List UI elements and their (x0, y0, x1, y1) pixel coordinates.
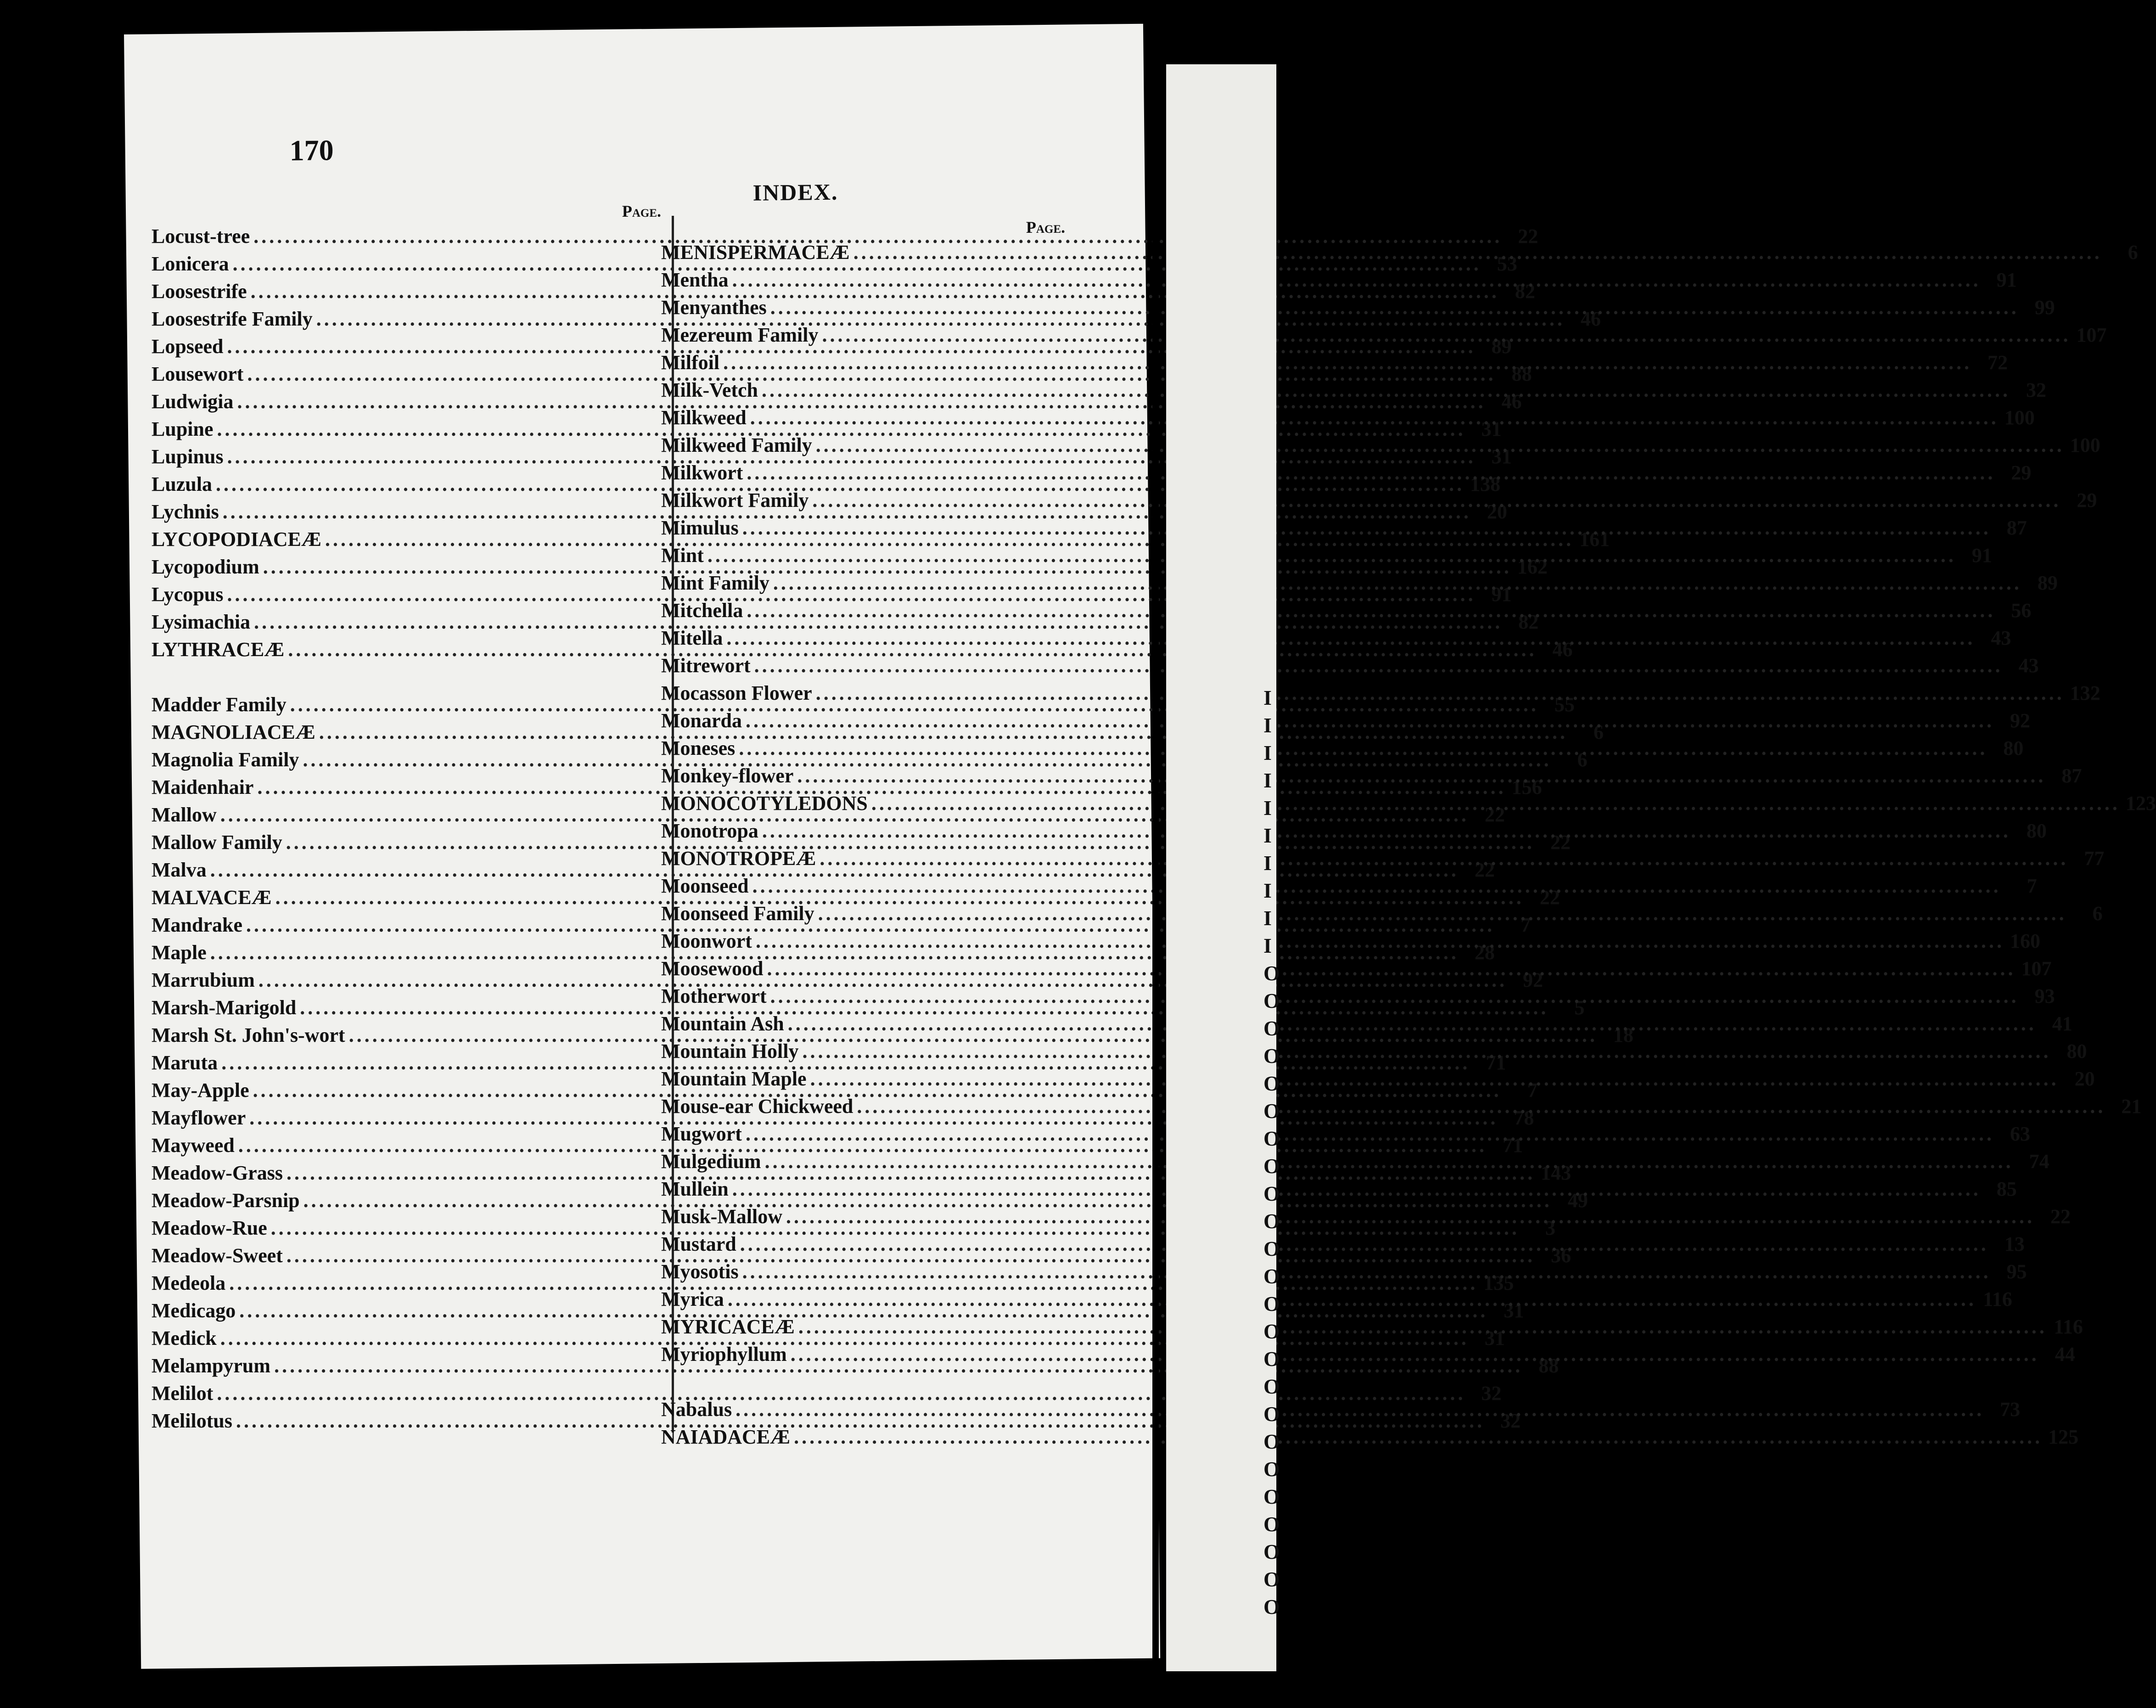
entry-page-number: 162 (1517, 556, 1548, 578)
entry-page-number: 6 (2128, 241, 2138, 264)
entry-term: Lonicera (152, 253, 229, 275)
entry-term: Motherwort (661, 985, 767, 1007)
page-title: INDEX. (752, 179, 838, 206)
entry-term: Mulgedium (661, 1150, 761, 1173)
dot-leader (812, 487, 2061, 514)
dot-leader (762, 376, 2010, 404)
entry-page-number: 13 (2004, 1233, 2025, 1255)
dot-leader (770, 294, 2019, 321)
entry-term: May-Apple (152, 1079, 249, 1101)
entry-term: Milkweed (661, 406, 747, 429)
entry-term: MONOCOTYLEDONS (661, 792, 868, 815)
index-entry (661, 707, 2030, 735)
entry-page-number: 31 (1481, 418, 1502, 440)
entry-page-number: 22 (1484, 803, 1505, 826)
entry-page-number: 5 (1574, 996, 1585, 1019)
entry-page-number: 43 (1991, 627, 2011, 649)
dot-leader (818, 900, 2067, 927)
dot-leader (762, 817, 2011, 845)
entry-term: Moonwort (661, 930, 752, 952)
entry-page-number: 80 (2026, 820, 2047, 842)
entry-term: Luzula (152, 473, 213, 495)
page-gutter (1152, 64, 1159, 1671)
entry-term: Mayflower (152, 1107, 246, 1129)
dot-leader (756, 927, 2004, 955)
entry-page-number: 77 (2084, 847, 2105, 870)
dot-leader (732, 1175, 1981, 1203)
index-entry (661, 1423, 2079, 1451)
next-page-letters (1263, 684, 1282, 1621)
entry-page-number: 21 (2121, 1095, 2142, 1118)
entry-page-number: 20 (1487, 500, 1507, 523)
entry-page-number: 71 (1486, 1051, 1506, 1074)
entry-term: Mentha (661, 269, 729, 291)
entry-term: Mountain Maple (661, 1068, 807, 1090)
entry-page-number: 18 (1613, 1024, 1634, 1046)
entry-page-number: 7 (1527, 1079, 1538, 1101)
edge-letter: I (1263, 769, 1272, 792)
entry-term: Mustard (661, 1233, 736, 1255)
edge-letter: I (1263, 934, 1272, 957)
index-entry (661, 1203, 2071, 1230)
index-entry (661, 1065, 2095, 1093)
dot-leader (797, 762, 2046, 790)
entry-page-number: 3 (1545, 1217, 1555, 1239)
entry-term: Lycopus (152, 583, 224, 606)
entry-page-number: 95 (2006, 1260, 2027, 1283)
entry-page-number: 29 (2011, 461, 2032, 484)
dot-leader (767, 955, 2016, 983)
dot-leader (810, 1065, 2059, 1093)
entry-page-number: 161 (1579, 528, 1610, 551)
entry-term: Milkwort Family (661, 489, 809, 511)
entry-page-number: 46 (1501, 390, 1522, 413)
entry-page-number: 32 (2026, 379, 2047, 401)
edge-letter: I (1263, 851, 1272, 875)
entry-page-number: 32 (1500, 1410, 1521, 1432)
dot-leader (742, 1258, 1991, 1286)
dot-leader (728, 1286, 1976, 1313)
entry-term: Monotropa (661, 820, 758, 842)
entry-term: Mayweed (152, 1134, 235, 1157)
edge-letter: O (1263, 1540, 1280, 1563)
entry-page-number: 63 (2010, 1123, 2030, 1145)
entry-term: Loosestrife Family (152, 308, 313, 330)
entry-page-number: 91 (1971, 544, 1992, 567)
entry-page-number: 7 (2027, 875, 2037, 897)
entry-term: Myrica (661, 1288, 724, 1310)
entry-term: MAGNOLIACEÆ (152, 721, 315, 743)
entry-page-number: 116 (1983, 1288, 2012, 1310)
entry-page-number: 156 (1511, 776, 1542, 798)
entry-page-number: 6 (1577, 748, 1588, 771)
entry-term: Mugwort (661, 1123, 742, 1145)
dot-leader (816, 680, 2065, 707)
entry-term: Moonseed Family (661, 902, 814, 925)
entry-term: Melampyrum (152, 1354, 271, 1377)
entry-page-number: 22 (1539, 886, 1560, 909)
entry-page-number: 22 (1550, 831, 1571, 854)
entry-term: Mitrewort (661, 654, 751, 677)
entry-term: Locust-tree (152, 225, 250, 247)
entry-page-number: 31 (1491, 445, 1512, 468)
entry-page-number: 93 (2034, 985, 2055, 1007)
entry-page-number: 91 (1996, 269, 2017, 291)
edge-letter: O (1263, 1402, 1280, 1426)
dot-leader (747, 597, 1995, 624)
entry-page-number: 89 (2037, 572, 2058, 594)
entry-term: Marsh St. John's-wort (152, 1024, 345, 1046)
entry-page-number: 49 (1567, 1189, 1588, 1212)
entry-term: Mocasson Flower (661, 682, 812, 704)
entry-term: Meadow-Rue (152, 1217, 267, 1239)
edge-letter: I (1263, 879, 1272, 902)
entry-term: MENISPERMACEÆ (661, 241, 850, 264)
dot-leader (746, 1120, 1994, 1148)
entry-page-number: 107 (2021, 957, 2052, 980)
entry-page-number: 87 (2006, 517, 2027, 539)
entry-page-number: 29 (2077, 489, 2097, 511)
edge-letter: O (1263, 1237, 1280, 1260)
entry-page-number: 138 (1470, 473, 1501, 495)
entry-term: MYRICACEÆ (661, 1315, 795, 1338)
dot-leader (732, 266, 1981, 294)
entry-page-number: 46 (1580, 308, 1601, 330)
dot-leader (740, 1230, 1989, 1258)
dot-leader (816, 432, 2065, 459)
entry-term: Madder Family (152, 693, 286, 716)
dot-leader (754, 652, 2003, 680)
entry-page-number: 143 (1540, 1162, 1571, 1184)
entry-page-number: 107 (2076, 324, 2107, 346)
dot-leader (747, 459, 1995, 487)
entry-term: Lousewort (152, 363, 244, 385)
edge-letter: O (1263, 1072, 1280, 1095)
index-entry (661, 983, 2055, 1010)
entry-term: Melilotus (152, 1410, 232, 1432)
entry-term: Monarda (661, 709, 742, 732)
entry-term: Mallow Family (152, 831, 282, 854)
entry-term: LYCOPODIACEÆ (152, 528, 321, 551)
entry-term: LYTHRACEÆ (152, 638, 285, 661)
entry-page-number: 82 (1518, 611, 1539, 633)
edge-letter: O (1263, 1512, 1280, 1536)
dot-leader (752, 872, 2001, 900)
entry-term: Mezereum Family (661, 324, 819, 346)
page-column-header: Page. (622, 202, 661, 220)
entry-term: Loosestrife (152, 280, 247, 303)
page-column-header: Page. (1026, 218, 1065, 236)
dot-leader (803, 1038, 2051, 1065)
entry-term: Mint Family (661, 572, 769, 594)
entry-term: Moosewood (661, 957, 764, 980)
entry-term: Mimulus (661, 517, 739, 539)
entry-page-number: 85 (1996, 1178, 2017, 1200)
entry-term: Meadow-Sweet (152, 1244, 283, 1267)
edge-letter: O (1263, 1375, 1280, 1398)
entry-term: Lysimachia (152, 611, 251, 633)
entry-page-number: 135 (1483, 1272, 1514, 1294)
edge-letter: I (1263, 714, 1272, 737)
entry-page-number: 46 (1552, 638, 1573, 661)
entry-page-number: 88 (1511, 363, 1532, 385)
entry-term: Maple (152, 941, 207, 964)
entry-term: Musk-Mallow (661, 1205, 782, 1228)
edge-letter: O (1263, 1595, 1280, 1618)
entry-page-number: 44 (2055, 1343, 2075, 1365)
dot-leader (853, 239, 2102, 266)
edge-letter: O (1263, 961, 1280, 985)
edge-letter: I (1263, 686, 1272, 709)
entry-page-number: 22 (1474, 859, 1495, 881)
entry-page-number: 160 (2010, 930, 2040, 952)
edge-letter: O (1263, 1182, 1280, 1205)
dot-leader (750, 404, 1999, 432)
dot-leader (786, 1203, 2035, 1230)
entry-term: Mountain Holly (661, 1040, 799, 1062)
next-page-edge (1166, 64, 1276, 1671)
entry-page-number: 100 (2004, 406, 2035, 429)
entry-page-number: 22 (1518, 225, 1538, 247)
dot-leader (707, 542, 1956, 569)
entry-term: Milk-Vetch (661, 379, 758, 401)
dot-leader (746, 707, 1994, 735)
edge-letter: O (1263, 1209, 1280, 1233)
dot-leader (765, 1148, 2014, 1175)
entry-term: Melilot (152, 1382, 213, 1405)
entry-term: Medeola (152, 1272, 226, 1294)
entry-term: Medicago (152, 1299, 236, 1322)
dot-leader (794, 1423, 2043, 1451)
dot-leader (742, 514, 1991, 542)
dot-leader (822, 321, 2071, 349)
entry-page-number: 6 (2092, 902, 2103, 925)
entry-term: Magnolia Family (152, 748, 299, 771)
entry-term: Meadow-Grass (152, 1162, 283, 1184)
entry-page-number: 28 (1474, 941, 1495, 964)
entry-page-number: 82 (1515, 280, 1535, 303)
edge-letter: O (1263, 1347, 1280, 1371)
dot-leader (857, 1093, 2105, 1120)
entry-page-number: 7 (1521, 914, 1531, 936)
entry-page-number: 72 (1988, 351, 2008, 374)
dot-leader (798, 1313, 2047, 1341)
entry-page-number: 92 (2010, 709, 2030, 732)
entry-page-number: 87 (2061, 764, 2082, 787)
page-number: 170 (289, 134, 334, 167)
dot-leader (788, 1010, 2037, 1038)
entry-term: Marrubium (152, 969, 255, 991)
entry-page-number: 55 (1554, 693, 1575, 716)
entry-term: Ludwigia (152, 390, 234, 413)
entry-term: Mullein (661, 1178, 729, 1200)
entry-page-number: 53 (1497, 253, 1517, 275)
dot-leader (736, 1396, 1984, 1423)
entry-page-number: 74 (2029, 1150, 2049, 1173)
edge-letter: O (1263, 1568, 1280, 1591)
entry-term: Myriophyllum (661, 1343, 787, 1365)
entry-page-number: 43 (2018, 654, 2039, 677)
edge-letter: O (1263, 1320, 1280, 1343)
edge-letter: O (1263, 1044, 1280, 1068)
edge-letter: O (1263, 1264, 1280, 1288)
entry-term: Mitchella (661, 599, 743, 622)
edge-letter: O (1263, 989, 1280, 1012)
entry-term: Milkweed Family (661, 434, 812, 456)
entry-term: Milfoil (661, 351, 720, 374)
edge-letter: I (1263, 741, 1272, 764)
dot-leader (723, 349, 1972, 376)
entry-page-number: 36 (1550, 1244, 1571, 1267)
entry-page-number: 31 (1504, 1299, 1524, 1322)
edge-letter: O (1263, 1292, 1280, 1315)
entry-page-number: 99 (2034, 296, 2055, 319)
entry-term: Mandrake (152, 914, 242, 936)
entry-term: Lycopodium (152, 556, 259, 578)
entry-page-number: 32 (1481, 1382, 1502, 1405)
entry-page-number: 125 (2048, 1426, 2079, 1448)
entry-term: Maidenhair (152, 776, 254, 798)
entry-page-number: 22 (2050, 1205, 2071, 1228)
entry-term: Marsh-Marigold (152, 996, 297, 1019)
edge-letter: O (1263, 1017, 1280, 1040)
entry-term: Mint (661, 544, 704, 567)
entry-page-number: 80 (2003, 737, 2024, 759)
entry-term: Mitella (661, 627, 723, 649)
dot-leader (770, 983, 2019, 1010)
entry-term: MONOTROPEÆ (661, 847, 816, 870)
entry-term: Menyanthes (661, 296, 767, 319)
entry-page-number: 89 (1491, 335, 1512, 358)
entry-term: Nabalus (661, 1398, 732, 1421)
index-entry (661, 652, 2039, 680)
edge-letter: O (1263, 1485, 1280, 1508)
entry-term: Mountain Ash (661, 1012, 784, 1035)
entry-term: Maruta (152, 1051, 218, 1074)
entry-term: Meadow-Parsnip (152, 1189, 300, 1212)
entry-term: Lopseed (152, 335, 224, 358)
edge-letter: O (1263, 1430, 1280, 1453)
entry-term: Milkwort (661, 461, 743, 484)
entry-page-number: 20 (2074, 1068, 2095, 1090)
entry-term: Mallow (152, 803, 217, 826)
entry-term: Malva (152, 859, 207, 881)
entry-page-number: 91 (1491, 583, 1512, 606)
entry-page-number: 31 (1484, 1327, 1505, 1349)
dot-leader (739, 735, 1988, 762)
edge-letter: I (1263, 824, 1272, 847)
entry-term: Moneses (661, 737, 736, 759)
edge-letter: I (1263, 906, 1272, 930)
index-entry (661, 735, 2024, 762)
entry-page-number: 73 (2000, 1398, 2021, 1421)
dot-leader (820, 845, 2068, 872)
entry-term: MALVACEÆ (152, 886, 272, 909)
edge-letter: O (1263, 1457, 1280, 1481)
entry-term: Lupine (152, 418, 213, 440)
entry-term: Moonseed (661, 875, 749, 897)
edge-letter: O (1263, 1154, 1280, 1178)
entry-page-number: 92 (1522, 969, 1543, 991)
dot-leader (726, 624, 1975, 652)
edge-letter: I (1263, 796, 1272, 820)
entry-page-number: 78 (1514, 1107, 1534, 1129)
entry-page-number: 88 (1538, 1354, 1559, 1377)
dot-leader (791, 1341, 2039, 1368)
index-entry (152, 1380, 1502, 1407)
entry-term: Medick (152, 1327, 217, 1349)
entry-term: Lupinus (152, 445, 224, 468)
entry-term: Mouse-ear Chickweed (661, 1095, 853, 1118)
entry-page-number: 123 (2125, 792, 2156, 815)
entry-page-number: 80 (2066, 1040, 2087, 1062)
entry-term: Monkey-flower (661, 764, 794, 787)
entry-page-number: 56 (2011, 599, 2032, 622)
dot-leader (773, 569, 2022, 597)
index-entry (661, 900, 2103, 927)
entry-term: NAIADACEÆ (661, 1426, 791, 1448)
entry-page-number: 100 (2070, 434, 2100, 456)
entry-term: Lychnis (152, 500, 219, 523)
entry-page-number: 132 (2070, 682, 2100, 704)
dot-leader (871, 790, 2120, 817)
entry-term: Myosotis (661, 1260, 739, 1283)
entry-page-number: 116 (2054, 1315, 2083, 1338)
edge-letter: O (1263, 1099, 1280, 1123)
entry-page-number: 6 (1593, 721, 1604, 743)
entry-page-number: 41 (2052, 1012, 2072, 1035)
entry-page-number: 71 (1502, 1134, 1523, 1157)
edge-letter: O (1263, 1127, 1280, 1150)
